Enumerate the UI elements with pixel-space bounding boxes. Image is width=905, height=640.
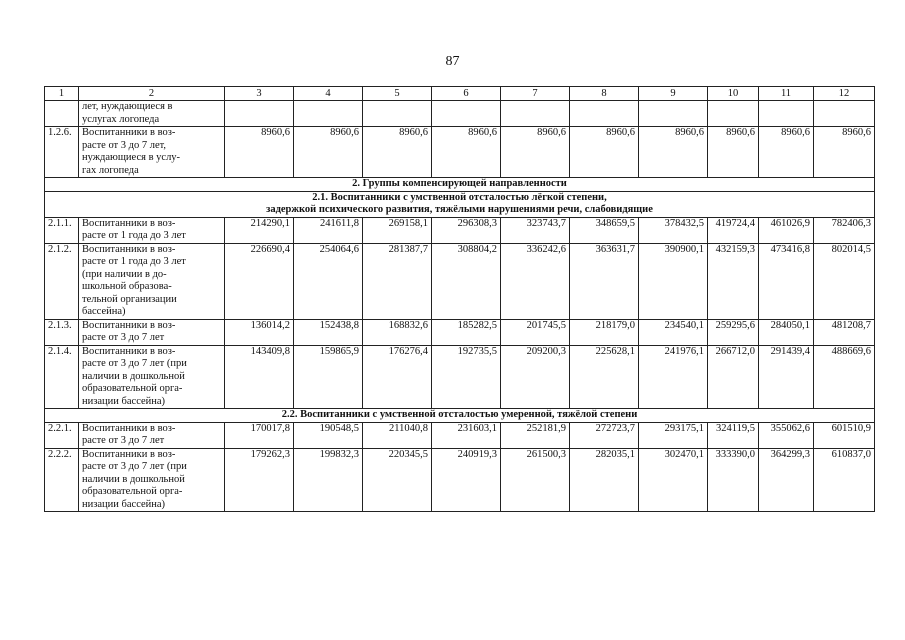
row-label-line: расте от 1 года до 3 лет xyxy=(82,256,186,267)
value-cell: 226690,4 xyxy=(225,243,294,319)
header-cell: 6 xyxy=(432,87,501,101)
row-code: 1.2.6. xyxy=(45,127,79,178)
row-label xyxy=(79,127,225,178)
tariff-table xyxy=(44,86,875,512)
value-cell: 8960,6 xyxy=(814,127,875,178)
value-cell: 179262,3 xyxy=(225,448,294,512)
row-label-line: расте от 3 до 7 лет (при xyxy=(82,461,187,472)
value-cell xyxy=(501,101,570,127)
value-cell: 8960,6 xyxy=(759,127,814,178)
value-cell: 176276,4 xyxy=(363,345,432,409)
section-heading-line: 2.2. Воспитанники с умственной отсталостью умеренной, тяжёлой степени xyxy=(281,409,638,420)
value-cell: 323743,7 xyxy=(501,217,570,243)
value-cell: 601510,9 xyxy=(814,422,875,448)
header-row xyxy=(45,87,875,101)
row-label-line: образовательной орга- xyxy=(82,486,183,497)
table-row xyxy=(45,345,875,409)
value-cell: 254064,6 xyxy=(294,243,363,319)
row-label-line: Воспитанники в воз- xyxy=(82,319,176,331)
header-cell: 3 xyxy=(225,87,294,101)
row-code: 2.2.1. xyxy=(45,422,79,448)
row-label-line: Воспитанники в воз- xyxy=(82,217,176,229)
value-cell: 199832,3 xyxy=(294,448,363,512)
row-label xyxy=(79,319,225,345)
header-cell: 7 xyxy=(501,87,570,101)
row-code xyxy=(45,101,79,127)
row-label-line: наличии в дошкольной xyxy=(82,473,185,485)
header-cell: 11 xyxy=(759,87,814,101)
row-code: 2.1.4. xyxy=(45,345,79,409)
row-label-line: расте от 3 до 7 лет xyxy=(82,332,165,343)
value-cell xyxy=(294,101,363,127)
table-row xyxy=(45,243,875,319)
value-cell: 281387,7 xyxy=(363,243,432,319)
row-label-line: лет, нуждающиеся в xyxy=(82,101,173,112)
value-cell: 170017,8 xyxy=(225,422,294,448)
value-cell: 473416,8 xyxy=(759,243,814,319)
table-row xyxy=(45,448,875,512)
value-cell: 296308,3 xyxy=(432,217,501,243)
value-cell: 220345,5 xyxy=(363,448,432,512)
value-cell: 461026,9 xyxy=(759,217,814,243)
value-cell: 8960,6 xyxy=(570,127,639,178)
value-cell: 8960,6 xyxy=(432,127,501,178)
row-label-line: расте от 1 года до 3 лет xyxy=(82,230,186,241)
value-cell: 234540,1 xyxy=(639,319,708,345)
row-label xyxy=(79,101,225,127)
row-label-line: Воспитанники в воз- xyxy=(82,127,176,138)
value-cell xyxy=(639,101,708,127)
value-cell: 136014,2 xyxy=(225,319,294,345)
header-cell: 1 xyxy=(45,87,79,101)
row-label-line: Воспитанники в воз- xyxy=(82,422,176,434)
value-cell: 8960,6 xyxy=(708,127,759,178)
row-label xyxy=(79,448,225,512)
value-cell: 211040,8 xyxy=(363,422,432,448)
row-label-line: услугах логопеда xyxy=(82,113,160,125)
table-row xyxy=(45,101,875,127)
value-cell: 390900,1 xyxy=(639,243,708,319)
value-cell: 364299,3 xyxy=(759,448,814,512)
row-label-line: расте от 3 до 7 лет (при xyxy=(82,358,187,369)
value-cell: 252181,9 xyxy=(501,422,570,448)
header-cell: 9 xyxy=(639,87,708,101)
table-row xyxy=(45,319,875,345)
row-label xyxy=(79,422,225,448)
page-number: 87 xyxy=(445,54,460,69)
header-cell: 12 xyxy=(814,87,875,101)
value-cell: 355062,6 xyxy=(759,422,814,448)
value-cell: 259295,6 xyxy=(708,319,759,345)
value-cell: 241611,8 xyxy=(294,217,363,243)
row-label-line: гах логопеда xyxy=(82,164,139,176)
value-cell: 231603,1 xyxy=(432,422,501,448)
row-label-line: Воспитанники в воз- xyxy=(82,243,176,255)
row-label-line: тельной организации xyxy=(82,293,177,305)
value-cell xyxy=(432,101,501,127)
value-cell xyxy=(708,101,759,127)
row-code: 2.2.2. xyxy=(45,448,79,512)
value-cell: 308804,2 xyxy=(432,243,501,319)
value-cell: 190548,5 xyxy=(294,422,363,448)
table-body xyxy=(45,87,875,512)
section-heading-line: задержкой психического развития, тяжёлыми нарушениями речи, слабовидящие xyxy=(266,204,653,215)
value-cell: 241976,1 xyxy=(639,345,708,409)
value-cell: 185282,5 xyxy=(432,319,501,345)
section-heading-line: 2.1. Воспитанники с умственной отсталостью лёгкой степени, xyxy=(312,191,607,203)
row-label-line: нуждающиеся в услу- xyxy=(82,152,181,163)
value-cell: 272723,7 xyxy=(570,422,639,448)
section-heading-row xyxy=(45,178,875,192)
header-cell: 10 xyxy=(708,87,759,101)
header-cell: 8 xyxy=(570,87,639,101)
row-label-line: бассейна) xyxy=(82,306,126,317)
row-label-line: расте от 3 до 7 лет, xyxy=(82,139,167,151)
value-cell: 225628,1 xyxy=(570,345,639,409)
value-cell: 291439,4 xyxy=(759,345,814,409)
row-label-line: низации бассейна) xyxy=(82,498,166,510)
value-cell: 282035,1 xyxy=(570,448,639,512)
row-label-line: (при наличии в до- xyxy=(82,268,167,280)
value-cell: 481208,7 xyxy=(814,319,875,345)
value-cell: 419724,4 xyxy=(708,217,759,243)
value-cell: 261500,3 xyxy=(501,448,570,512)
value-cell: 209200,3 xyxy=(501,345,570,409)
value-cell: 192735,5 xyxy=(432,345,501,409)
section-heading-row xyxy=(45,409,875,423)
value-cell: 269158,1 xyxy=(363,217,432,243)
value-cell: 336242,6 xyxy=(501,243,570,319)
value-cell: 293175,1 xyxy=(639,422,708,448)
value-cell: 378432,5 xyxy=(639,217,708,243)
value-cell: 302470,1 xyxy=(639,448,708,512)
value-cell: 159865,9 xyxy=(294,345,363,409)
value-cell: 8960,6 xyxy=(639,127,708,178)
row-label-line: расте от 3 до 7 лет xyxy=(82,435,165,446)
row-code: 2.1.3. xyxy=(45,319,79,345)
value-cell: 8960,6 xyxy=(294,127,363,178)
section-heading xyxy=(45,191,875,217)
row-label xyxy=(79,217,225,243)
value-cell: 218179,0 xyxy=(570,319,639,345)
section-heading xyxy=(45,178,875,192)
row-label-line: наличии в дошкольной xyxy=(82,370,185,382)
section-heading xyxy=(45,409,875,423)
header-cell: 4 xyxy=(294,87,363,101)
value-cell: 201745,5 xyxy=(501,319,570,345)
header-cell: 5 xyxy=(363,87,432,101)
value-cell: 782406,3 xyxy=(814,217,875,243)
value-cell xyxy=(759,101,814,127)
section-heading-line: 2. Группы компенсирующей направленности xyxy=(352,178,567,189)
value-cell: 266712,0 xyxy=(708,345,759,409)
value-cell: 8960,6 xyxy=(501,127,570,178)
header-cell: 2 xyxy=(79,87,225,101)
value-cell xyxy=(363,101,432,127)
table-row xyxy=(45,217,875,243)
value-cell: 802014,5 xyxy=(814,243,875,319)
row-label xyxy=(79,345,225,409)
value-cell xyxy=(570,101,639,127)
value-cell: 143409,8 xyxy=(225,345,294,409)
value-cell: 432159,3 xyxy=(708,243,759,319)
value-cell: 488669,6 xyxy=(814,345,875,409)
row-label-line: Воспитанники в воз- xyxy=(82,448,176,460)
value-cell xyxy=(814,101,875,127)
value-cell: 333390,0 xyxy=(708,448,759,512)
value-cell: 8960,6 xyxy=(363,127,432,178)
value-cell: 348659,5 xyxy=(570,217,639,243)
row-code: 2.1.1. xyxy=(45,217,79,243)
value-cell: 324119,5 xyxy=(708,422,759,448)
row-label-line: низации бассейна) xyxy=(82,395,166,407)
table-row xyxy=(45,422,875,448)
value-cell: 284050,1 xyxy=(759,319,814,345)
row-label-line: Воспитанники в воз- xyxy=(82,345,176,357)
value-cell xyxy=(225,101,294,127)
row-label xyxy=(79,243,225,319)
value-cell: 363631,7 xyxy=(570,243,639,319)
value-cell: 152438,8 xyxy=(294,319,363,345)
row-label-line: школьной образова- xyxy=(82,281,172,292)
section-heading-row xyxy=(45,191,875,217)
value-cell: 214290,1 xyxy=(225,217,294,243)
row-label-line: образовательной орга- xyxy=(82,383,183,394)
table-row xyxy=(45,127,875,178)
value-cell: 8960,6 xyxy=(225,127,294,178)
value-cell: 240919,3 xyxy=(432,448,501,512)
value-cell: 168832,6 xyxy=(363,319,432,345)
row-code: 2.1.2. xyxy=(45,243,79,319)
value-cell: 610837,0 xyxy=(814,448,875,512)
